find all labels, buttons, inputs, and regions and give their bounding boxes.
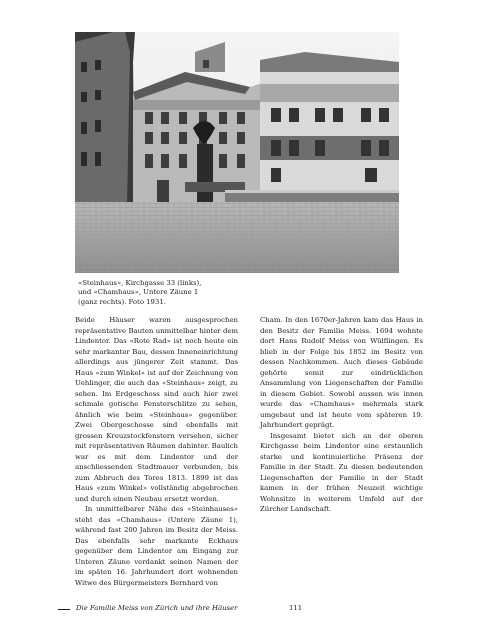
paragraph: In unmittelbarer Nähe des «Steinhauses» steht das «Chamhaus» (Untere Zäune 1), während fast 200 Jahren im Besitz der Meiss. Das ebenfalls sehr markante Eckhaus gegenüber dem Lindentor am Eingang zur Unteren Zäune verdankt seinen Namen der im späten 16. Jahrhundert dort wohnenden Witwe des Bürgermeisters Bernhard von — [75, 505, 238, 587]
footer-rule — [58, 609, 70, 610]
paragraph: Insgesamt bietet sich an der oberen Kirchgasse beim Lindentor eine erstaunlich starke und kontinuierliche Präsenz der Familie in der Stadt. Zu diesen bedeutenden Liegenschaften der Familie in der Stadt kamen in der frühen Neuzeit wichtige Wohnsitze in weiterem Umfeld auf der Zürcher Landschaft. — [260, 431, 423, 513]
paragraph: Beide Häuser waren ausgesprochen repräsentative Bauten unmittelbar hinter dem Lindentor. Das «Rote Rad» ist noch heute ein sehr markanter Bau, dessen Inneneinrichtung allerdings aus jüngerer Zeit stammt. Das Haus «zum Winkel» ist auf der Zeichnung von Uehlinger, die auch das «Steinhaus» zeigt, zu sehen. Im Erdgeschoss sind auch hier zwei schmale gotische Fensterschlitze zu sehen, ähnlich wie beim «Steinhaus» gegenüber. Zwei Obergeschosse sind ebenfalls mit grossen Kreuzstockfenstern versehen, sicher mit repräsentativen Räumen dahinter. Baulich war es mit dem Lindentor und der anschliessenden Stadtmauer verbunden, bis zum Abbruch des Tores 1813. 1899 ist das Haus «zum Winkel» vollständig abgebrochen und durch einen Neubau ersetzt worden. — [75, 316, 238, 503]
historic-townhouses-photo-icon — [75, 32, 399, 273]
page-number: 111 — [289, 604, 303, 612]
photo-caption — [78, 279, 238, 307]
historic-townhouses-photo — [75, 32, 399, 273]
text-column-right — [260, 315, 423, 515]
caption-line: (ganz rechts). Foto 1931. — [78, 297, 166, 306]
text-column-left — [75, 315, 238, 588]
running-footer-title: Die Familie Meiss von Zürich und ihre Häuser — [76, 604, 238, 612]
caption-line: «Steinhaus», Kirchgasse 33 (links), — [78, 279, 202, 287]
paragraph: Cham. In den 1670er-Jahren kam das Haus in den Besitz der Familie Meiss. 1694 wohnte dort Hans Rudolf Meiss von Wülflingen. Es blieb in der Folge bis 1852 im Besitz von dessen Nachkommen. Auch dieses Gebäude gehörte somit zur eindrücklichen Ansammlung von Liegenschaften der Familie in diesem Gebiet. Sowohl aussen wie innen wurde das «Chamhaus» mehrmals stark umgebaut und ist heute vom späteren 19. Jahrhundert geprägt. — [260, 316, 423, 429]
caption-line: und «Chamhaus», Untere Zäune 1 — [78, 288, 199, 297]
